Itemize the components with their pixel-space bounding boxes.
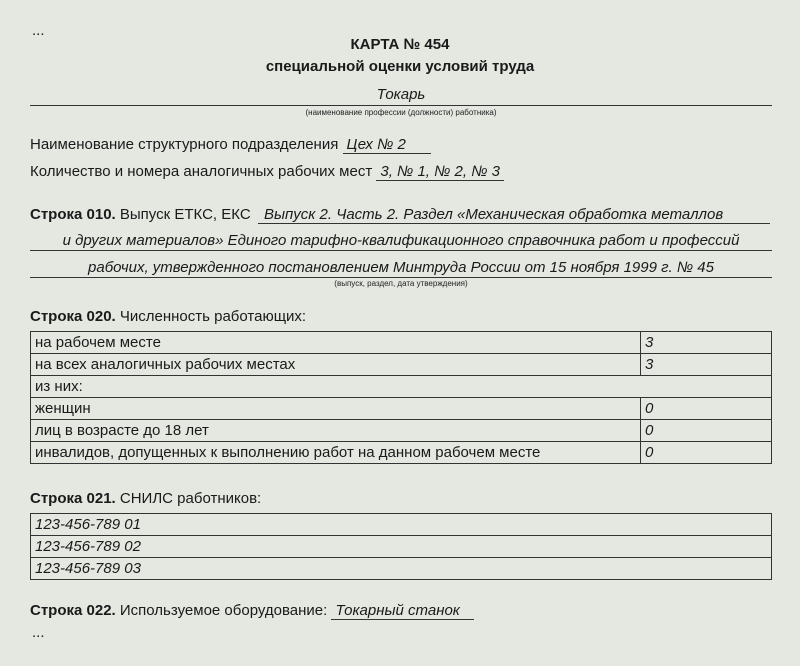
row020-table bbox=[30, 331, 772, 464]
row010-line1: Выпуск 2. Часть 2. Раздел «Механическая обработка металлов bbox=[258, 206, 770, 224]
division-value: Цех № 2 bbox=[343, 136, 431, 154]
profession-line bbox=[30, 86, 772, 106]
table-row bbox=[31, 420, 772, 442]
row020-cell-label: на всех аналогичных рабочих местах bbox=[31, 354, 641, 376]
row020-label bbox=[30, 308, 306, 325]
table-row bbox=[31, 398, 772, 420]
row021-label bbox=[30, 490, 261, 507]
row020-cell-label: инвалидов, допущенных к выполнению работ на данном рабочем месте bbox=[31, 442, 641, 464]
row020-cell-label: из них: bbox=[31, 376, 772, 398]
profession-value: Токарь bbox=[376, 86, 426, 103]
row020-cell-label: женщин bbox=[31, 398, 641, 420]
row020-cell-value: 0 bbox=[641, 420, 772, 442]
card-title: КАРТА № 454 bbox=[350, 36, 450, 53]
card-subtitle: специальной оценки условий труда bbox=[265, 58, 535, 75]
row022-row bbox=[30, 602, 474, 620]
row021-table bbox=[30, 513, 772, 580]
row022-label-bold: Строка 022. bbox=[30, 602, 116, 619]
places-label: Количество и номера аналогичных рабочих мест bbox=[30, 163, 373, 180]
row021-label-bold: Строка 021. bbox=[30, 490, 116, 507]
snils-cell: 123-456-789 01 bbox=[31, 514, 772, 536]
row010-label bbox=[30, 206, 251, 223]
row010-line3: рабочих, утвержденного постановлением Минтруда России от 15 ноября 1999 г. № 45 bbox=[30, 259, 772, 278]
table-row bbox=[31, 442, 772, 464]
table-row bbox=[31, 332, 772, 354]
places-value: 3, № 1, № 2, № 3 bbox=[376, 163, 504, 181]
row022-label-rest: Используемое оборудование: bbox=[119, 602, 328, 619]
places-row bbox=[30, 163, 504, 181]
row020-cell-value: 0 bbox=[641, 398, 772, 420]
row010-label-bold: Строка 010. bbox=[30, 206, 116, 223]
division-row bbox=[30, 136, 431, 154]
table-row bbox=[31, 536, 772, 558]
row020-label-bold: Строка 020. bbox=[30, 308, 116, 325]
snils-cell: 123-456-789 03 bbox=[31, 558, 772, 580]
row020-cell-value: 0 bbox=[641, 442, 772, 464]
row010-caption: (выпуск, раздел, дата утверждения) bbox=[334, 279, 468, 288]
row020-cell-value: 3 bbox=[641, 354, 772, 376]
ellipsis-bottom: ... bbox=[32, 624, 45, 641]
table-row bbox=[31, 558, 772, 580]
profession-caption: (наименование профессии (должности) работника) bbox=[305, 108, 497, 117]
row022-value: Токарный станок bbox=[331, 602, 474, 620]
ellipsis-top: ... bbox=[32, 22, 45, 39]
row010-line2: и других материалов» Единого тарифно-квалификационного справочника работ и профессий bbox=[30, 232, 772, 251]
row020-cell-label: на рабочем месте bbox=[31, 332, 641, 354]
row020-cell-value: 3 bbox=[641, 332, 772, 354]
table-row bbox=[31, 354, 772, 376]
row020-label-rest: Численность работающих: bbox=[119, 308, 307, 325]
row020-cell-label: лиц в возрасте до 18 лет bbox=[31, 420, 641, 442]
row010-label-rest: Выпуск ЕТКС, ЕКС bbox=[119, 206, 251, 223]
table-row bbox=[31, 376, 772, 398]
row021-label-rest: СНИЛС работников: bbox=[119, 490, 262, 507]
division-label: Наименование структурного подразделения bbox=[30, 136, 339, 153]
table-row bbox=[31, 514, 772, 536]
snils-cell: 123-456-789 02 bbox=[31, 536, 772, 558]
